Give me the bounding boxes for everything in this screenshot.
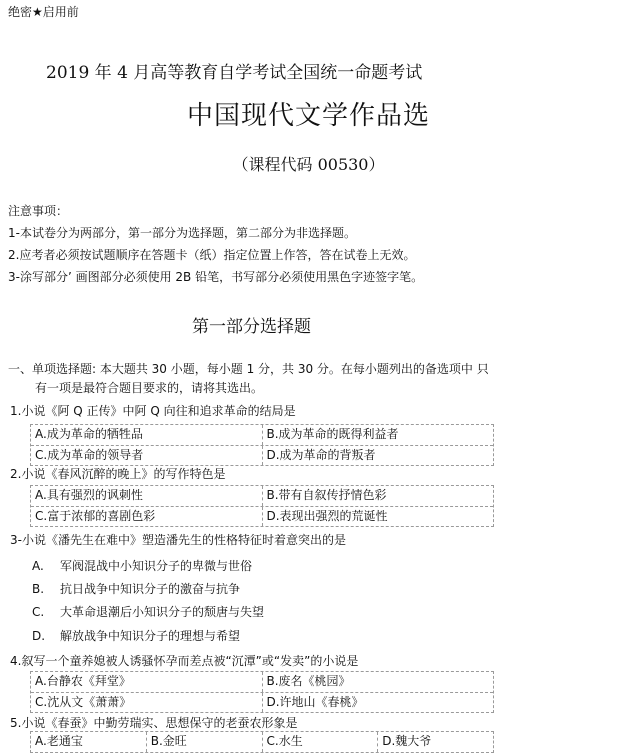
- option-text: 解放战争中知识分子的理想与希望: [60, 629, 241, 643]
- section-line: 有一项是最符合题目要求的，请将其选出。: [35, 381, 264, 395]
- option-d: [32, 627, 240, 644]
- option-text: 大革命退潮后小知识分子的颓唐与失望: [60, 605, 265, 619]
- options-row: [31, 506, 493, 527]
- section-line: 一、单项选择题: 本大题共 30 小题，每小题 1 分，共 30 分。在每小题列出的备选项中 只: [8, 362, 489, 376]
- options-row: [31, 425, 493, 445]
- options-grid: [30, 485, 494, 527]
- notes-block: [8, 200, 423, 288]
- question-stem: 1.小说《阿 Q 正传》中阿 Q 向往和追求革命的结局是: [10, 404, 296, 418]
- option-letter: B.: [32, 582, 45, 596]
- option-b: B.金旺: [146, 732, 262, 752]
- question-stem: 3-小说《潘先生在难中》塑造潘先生的性格特征时着意突出的是: [10, 533, 346, 547]
- option-letter: C.: [32, 605, 45, 619]
- options-grid: [30, 424, 494, 466]
- option-b: B.成为革命的既得利益者: [262, 425, 494, 445]
- option-d: D.成为革命的背叛者: [262, 446, 494, 466]
- confidential-label: 绝密★启用前: [8, 5, 79, 19]
- option-c: [32, 603, 264, 620]
- option-b: [32, 580, 240, 597]
- options-grid: [30, 731, 494, 753]
- option-a: A.台静农《拜堂》: [35, 674, 131, 688]
- options-row: [31, 692, 493, 713]
- options-row: [31, 445, 493, 466]
- subject-title: 中国现代文学作品选: [186, 101, 430, 131]
- question-stem: 4.叙写一个童养媳被人诱骚怀孕而差点被“沉潭”或“发卖”的小说是: [10, 654, 359, 668]
- option-c: C.成为革命的领导者: [35, 447, 144, 462]
- option-letter: D.: [32, 629, 46, 643]
- option-c: C.沈从文《萧萧》: [35, 694, 132, 709]
- option-a: A.成为革命的牺牲品: [35, 427, 143, 441]
- option-c: C.水生: [262, 732, 378, 752]
- options-row: [31, 732, 493, 752]
- option-d: D.表现出强烈的荒诞性: [262, 507, 494, 527]
- notes-item: 2.应考者必须按试题顺序在答题卡（纸）指定位置上作答，答在试卷上无效。: [8, 248, 416, 262]
- question-stem: 5.小说《春蚕》中勤劳瑞实、思想保守的老蚕农形象是: [10, 716, 298, 730]
- options-grid: [30, 671, 494, 713]
- option-a: A.具有强烈的讽刺性: [35, 488, 143, 502]
- option-text: 军阀混战中小知识分子的卑微与世俗: [60, 559, 253, 573]
- notes-item: 1-本试卷分为两部分，第一部分为选择题，第二部分为非选择题。: [8, 226, 356, 240]
- option-a: A.老通宝: [35, 734, 83, 748]
- option-letter: A.: [32, 559, 44, 573]
- section-instructions: [8, 360, 489, 398]
- option-b: B.带有自叙传抒情色彩: [262, 486, 494, 506]
- part-title: 第一部分选择题: [192, 317, 311, 337]
- exam-title: 2019 年 4 月高等教育自学考试全国统一命题考试: [46, 63, 423, 83]
- notes-item: 3-涂写部分’ 画图部分必须使用 2B 铅笔，书写部分必须使用黑色字迹签字笔。: [8, 270, 424, 284]
- options-row: [31, 672, 493, 692]
- option-a: [32, 557, 252, 574]
- option-c: C.富于浓郁的喜剧色彩: [35, 508, 156, 523]
- question-stem: 2.小说《春风沉醉的晚上》的写作特色是: [10, 467, 226, 481]
- option-b: B.废名《桃园》: [262, 672, 494, 692]
- option-text: 抗日战争中知识分子的激奋与抗争: [60, 582, 241, 596]
- options-row: [31, 486, 493, 506]
- option-d: D.魏大爷: [377, 732, 493, 752]
- option-d: D.许地山《春桃》: [262, 693, 494, 713]
- notes-title: 注意事项：: [8, 204, 69, 218]
- course-code: （课程代码 00530）: [232, 155, 385, 174]
